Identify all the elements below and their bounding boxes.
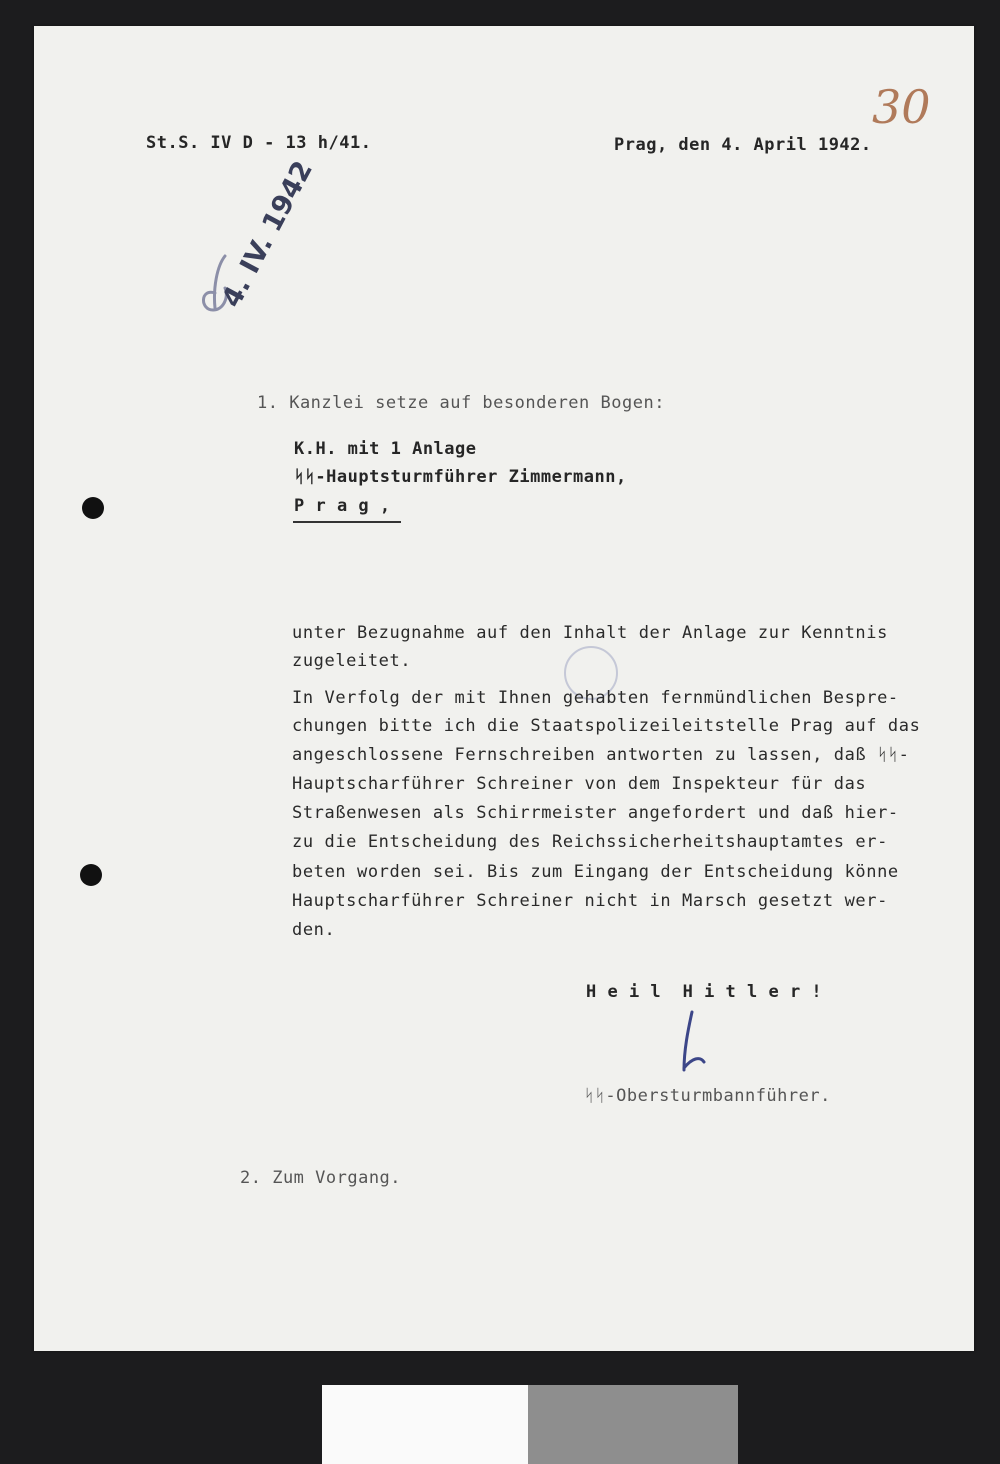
closing-salutation: H e i l H i t l e r ! [586, 982, 823, 1002]
body-line: beten worden sei. Bis zum Eingang der Entscheidung könne [292, 862, 899, 882]
reference-number: St.S. IV D - 13 h/41. [146, 133, 372, 153]
punch-hole-top [82, 497, 104, 519]
address-line-2: ᛋᛋ-Hauptsturmführer Zimmermann, [294, 467, 627, 487]
handwritten-signature-icon [670, 1010, 740, 1080]
body-line: zu die Entscheidung des Reichssicherheitshauptamtes er- [292, 832, 888, 852]
scan-calibration-white [322, 1385, 528, 1464]
address-line-3: P r a g , [294, 496, 391, 516]
body-line: Hauptscharführer Schreiner von dem Inspekteur für das [292, 774, 867, 794]
address-line-1: K.H. mit 1 Anlage [294, 439, 477, 459]
scan-calibration-gray [528, 1385, 738, 1464]
stamp-date-text: 4. IV. 1942 [216, 156, 320, 313]
item2: 2. Zum Vorgang. [240, 1168, 402, 1188]
body-line: Hauptscharführer Schreiner nicht in Marsch gesetzt wer- [292, 891, 888, 911]
address-underline [293, 521, 401, 523]
body-line: angeschlossene Fernschreiben antworten zu lassen, daß ᛋᛋ- [292, 745, 910, 765]
body-line: den. [292, 920, 336, 940]
item1-intro: 1. Kanzlei setze auf besonderen Bogen: [257, 393, 665, 413]
body-line: zugeleitet. [292, 651, 412, 671]
body-line: chungen bitte ich die Staatspolizeileitstelle Prag auf das [292, 716, 921, 736]
signature-title: ᛋᛋ-Obersturmbannführer. [584, 1086, 831, 1106]
body-line: In Verfolg der mit Ihnen gehabten fernmündlichen Bespre- [292, 688, 899, 708]
body-line: unter Bezugnahme auf den Inhalt der Anlage zur Kenntnis [292, 623, 888, 643]
place-date: Prag, den 4. April 1942. [614, 135, 872, 155]
page-number: 30 [872, 80, 931, 134]
punch-hole-bottom [80, 864, 102, 886]
body-line: Straßenwesen als Schirrmeister angefordert und daß hier- [292, 803, 899, 823]
